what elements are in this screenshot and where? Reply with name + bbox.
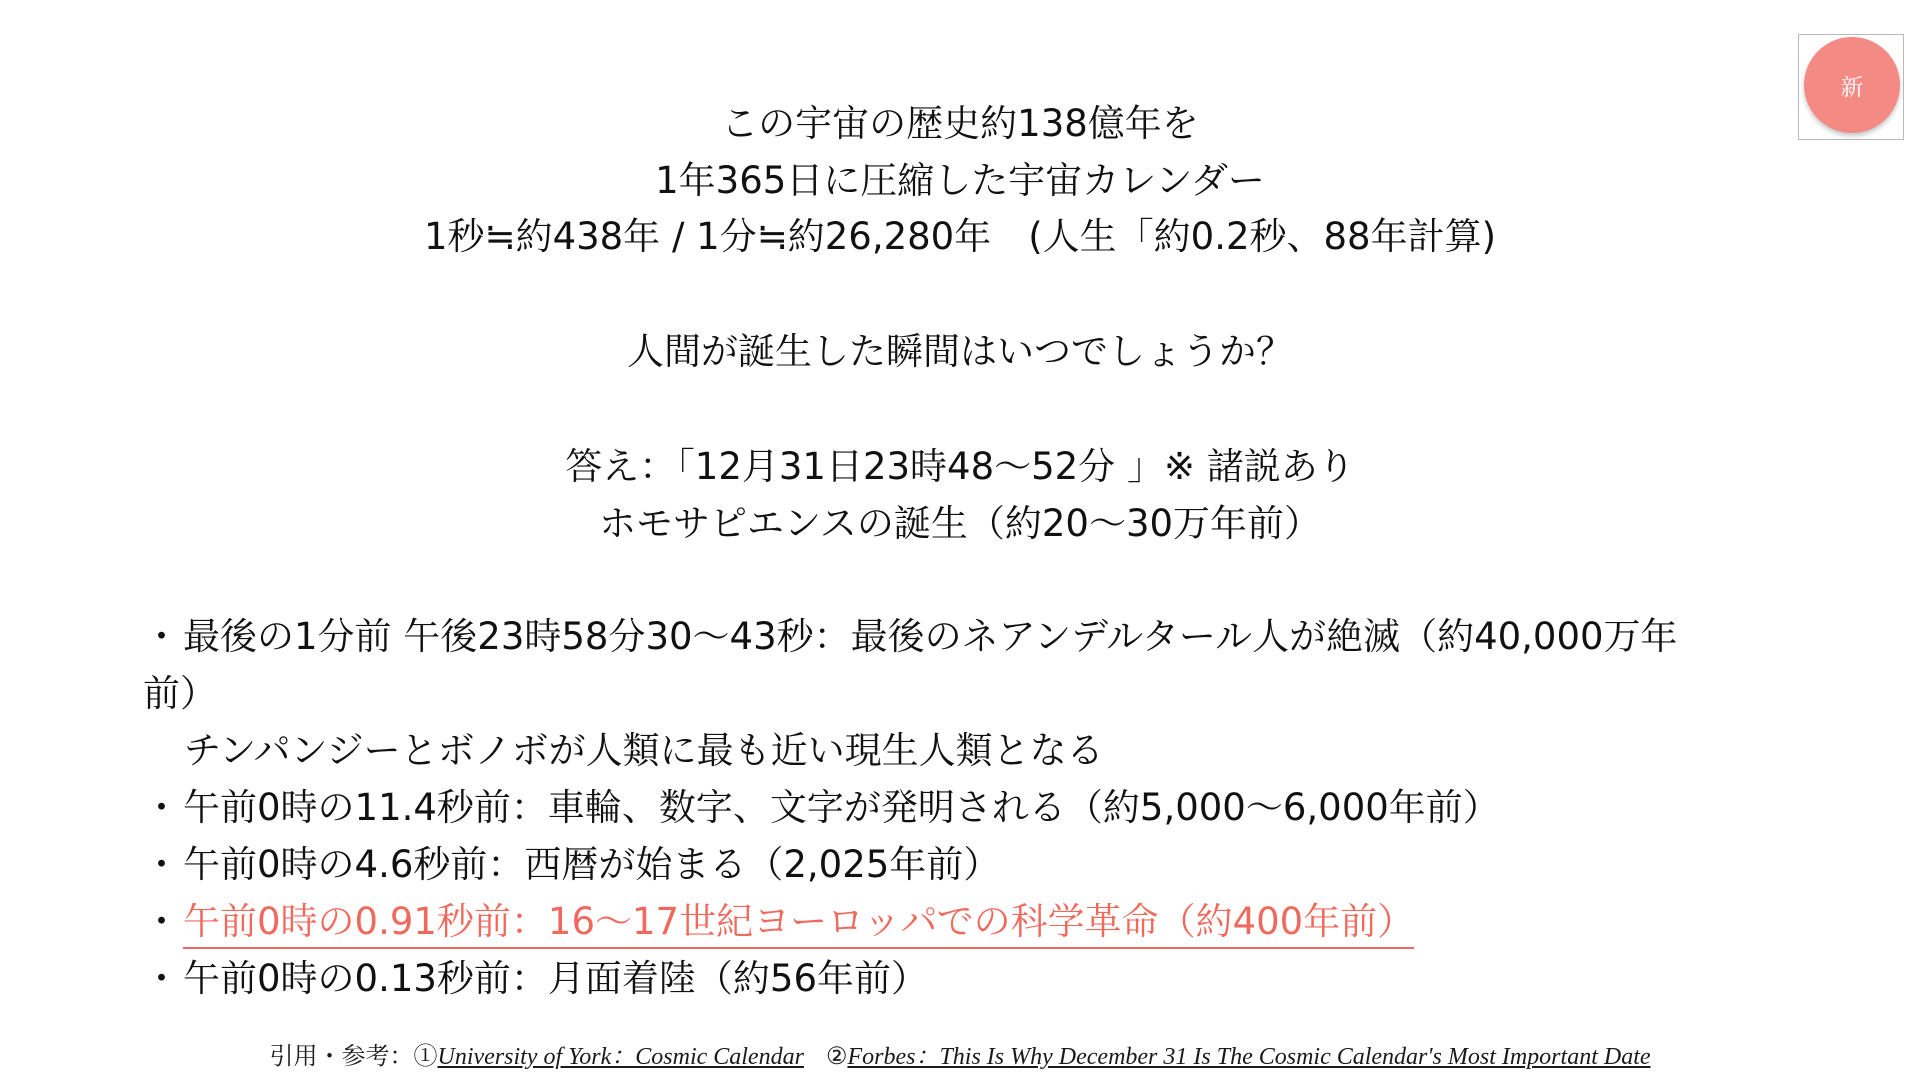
list-item-text: 午前0時の4.6秒前：西暦が始まる（2,025年前）	[183, 843, 1001, 886]
list-item-neanderthal	[143, 613, 1678, 661]
list-item-text: 午前0時の0.13秒前：月面着陸（約56年前）	[183, 957, 929, 1000]
bullet: ・	[143, 615, 180, 658]
title-line-2: 1年365日に圧縮した宇宙カレンダー	[655, 159, 1265, 202]
citation-link-york[interactable]: University of York：Cosmic Calendar	[437, 1044, 804, 1070]
list-item-text: 午前0時の11.4秒前：車輪、数字、文字が発明される（約5,000〜6,000年前）	[183, 786, 1500, 829]
new-badge: 新	[1804, 37, 1900, 133]
citation-marker-1: ①	[413, 1044, 438, 1070]
citation-link-forbes[interactable]: Forbes：This Is Why December 31 Is The Cosmic Calendar's Most Important Date	[847, 1044, 1651, 1070]
answer-line-2: ホモサピエンスの誕生（約20〜30万年前）	[598, 502, 1322, 545]
citation-footer	[0, 1042, 1920, 1072]
answer-line-1: 答え：「12月31日23時48〜52分 」※ 諸説あり	[565, 445, 1355, 488]
list-item-common-era	[143, 841, 1000, 889]
bullet: ・	[143, 900, 180, 943]
citation-prefix: 引用・参考：	[269, 1044, 414, 1070]
bullet: ・	[143, 957, 180, 1000]
title-line-1: この宇宙の歴史約138億年を	[721, 102, 1199, 145]
title-line-3: 1秒≒約438年 / 1分≒約26,280年 (人生「約0.2秒、88年計算)	[423, 215, 1497, 258]
citation-marker-2: ②	[825, 1044, 848, 1070]
list-item-moon-landing	[143, 955, 928, 1003]
question: 人間が誕生した瞬間はいつでしょうか？	[627, 330, 1293, 373]
list-item-invention	[143, 784, 1500, 832]
list-item-text: 最後の1分前 午後23時58分30〜43秒：最後のネアンデルタール人が絶滅（約40,000万年	[183, 615, 1678, 658]
bullet: ・	[143, 786, 180, 829]
highlighted-text: 午前0時の0.91秒前：16〜17世紀ヨーロッパでの科学革命（約400年前）	[183, 900, 1414, 949]
list-item-neanderthal-wrap: 前）	[143, 672, 217, 715]
list-item-chimpanzee-note: チンパンジーとボノボが人類に最も近い現生人類となる	[184, 729, 1104, 772]
list-item-scientific-revolution	[143, 898, 1414, 946]
bullet: ・	[143, 843, 180, 886]
